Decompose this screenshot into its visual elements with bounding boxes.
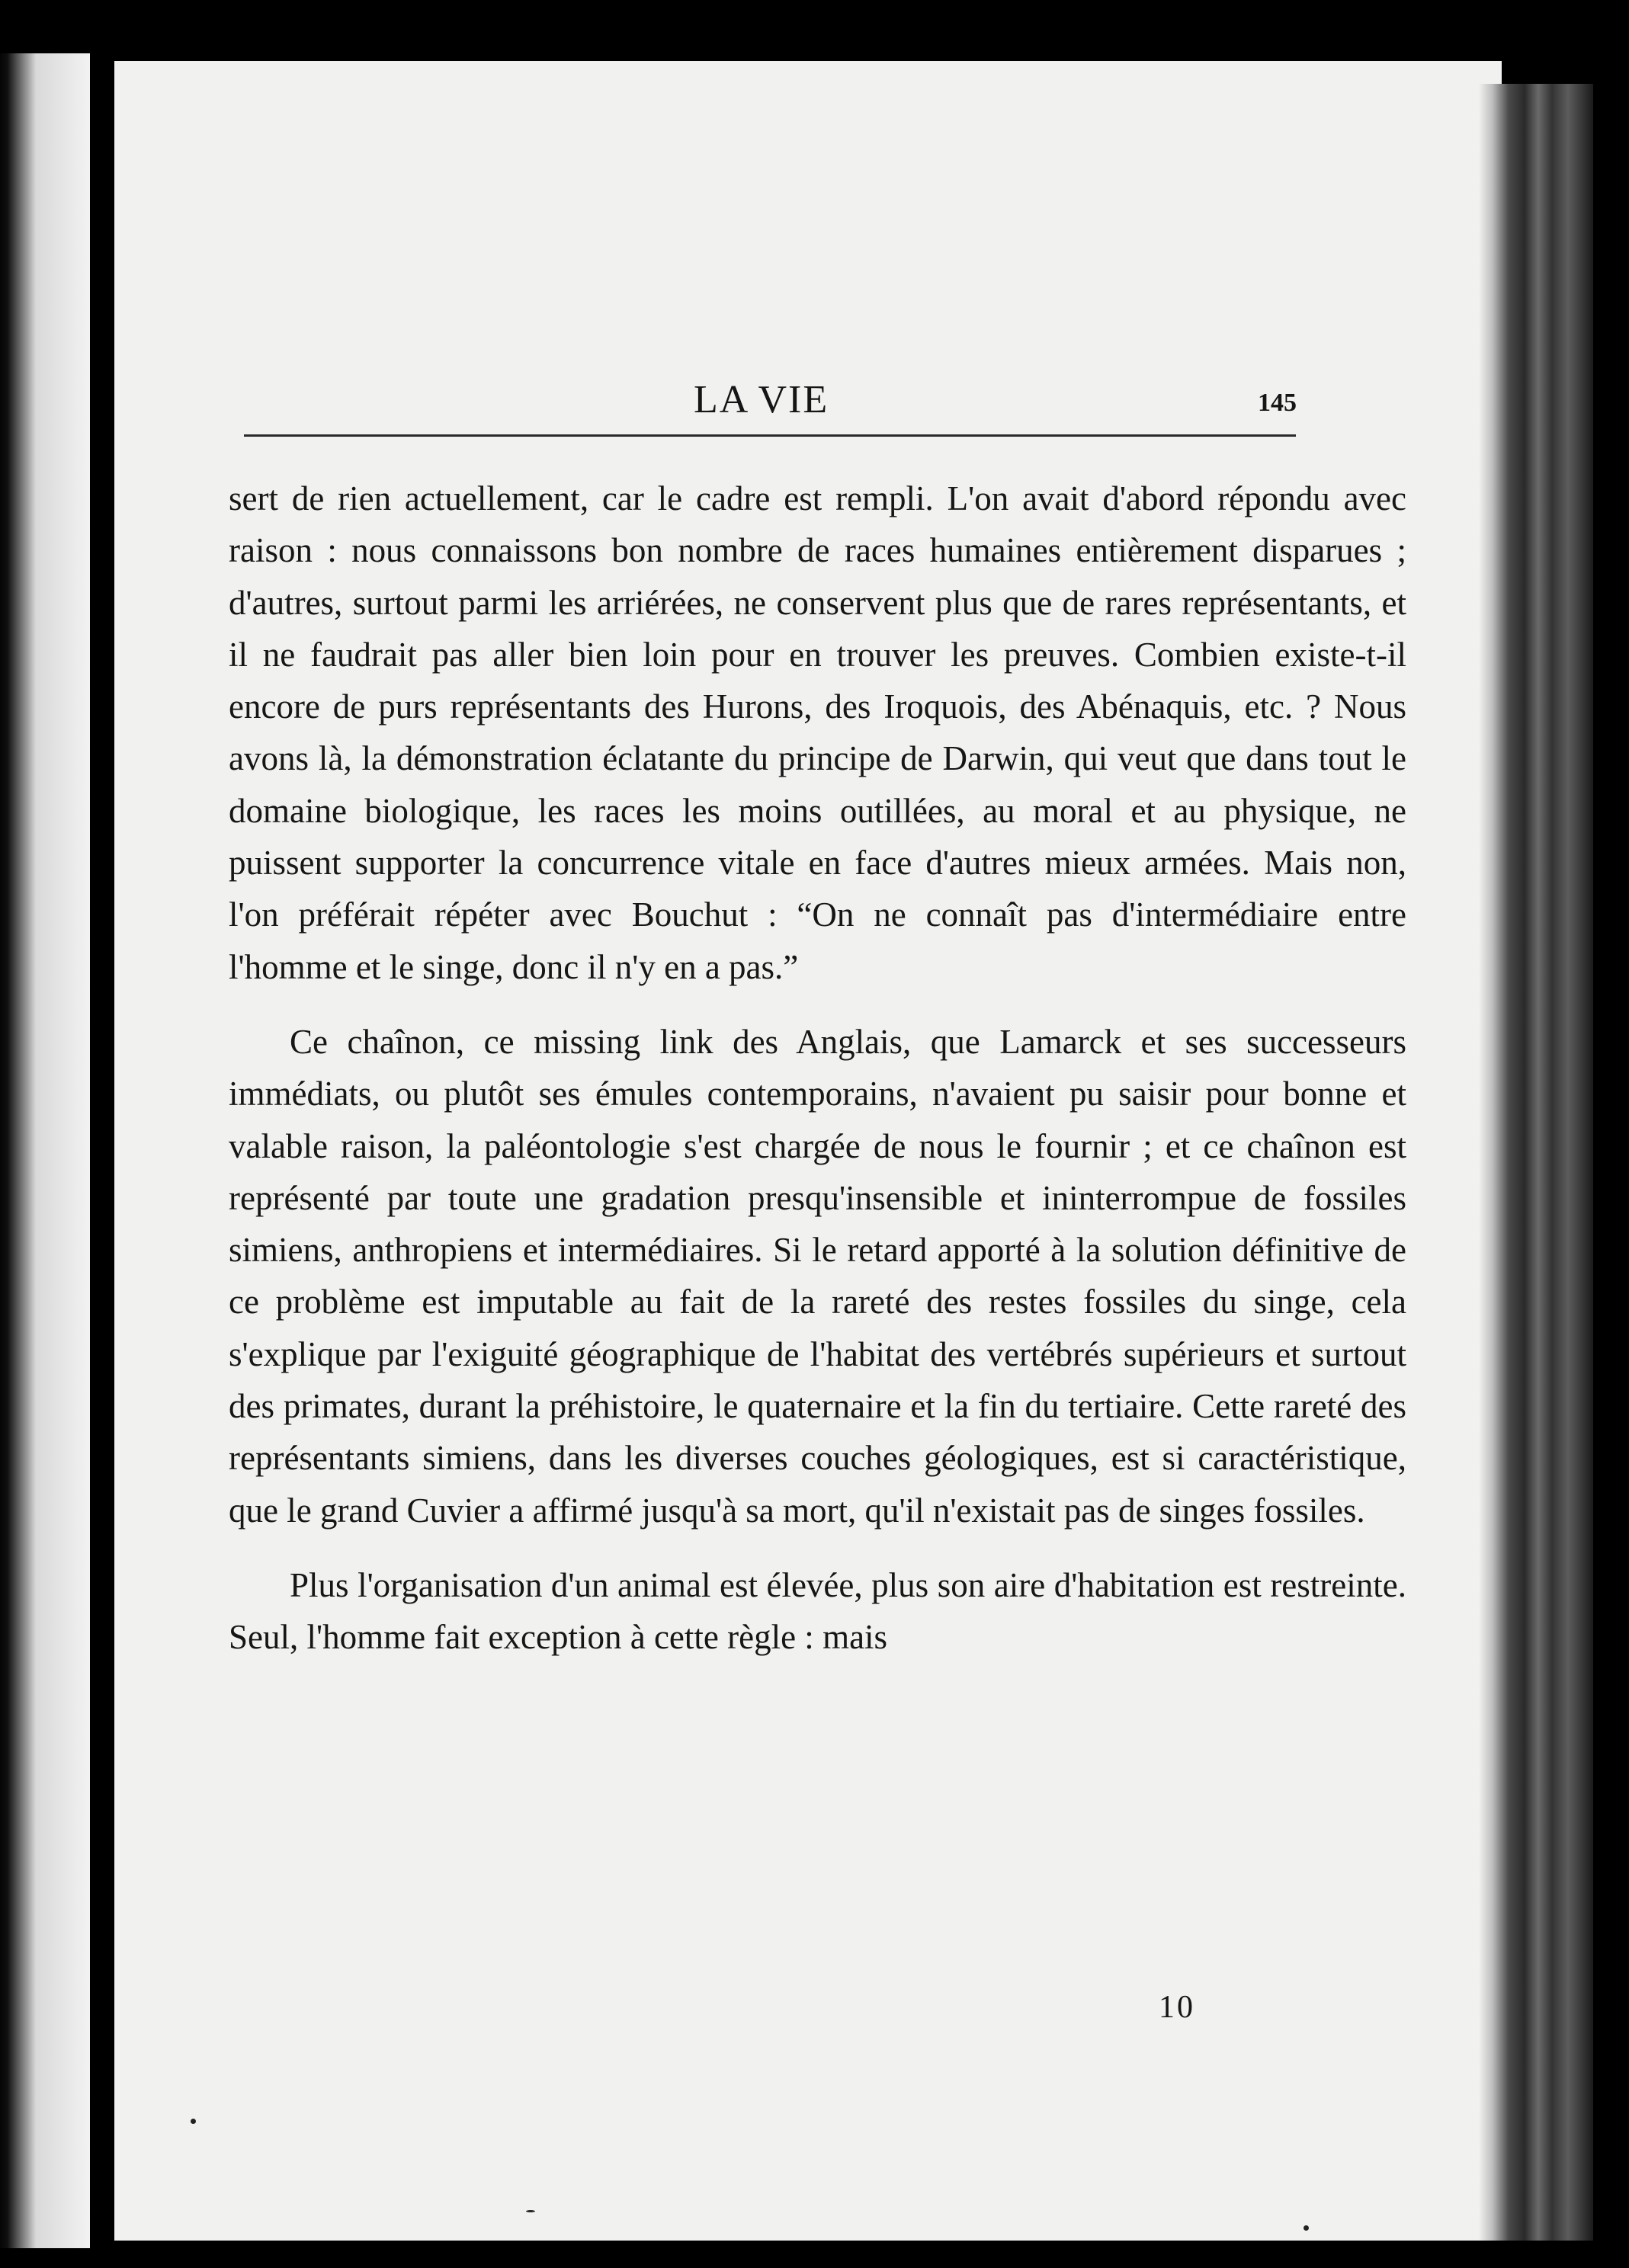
book-page bbox=[114, 61, 1502, 2241]
dust-speck bbox=[526, 2210, 535, 2212]
page-number: 145 bbox=[1258, 389, 1297, 417]
left-page-edge bbox=[0, 53, 90, 2248]
right-page-stack-edge bbox=[1479, 84, 1593, 2241]
running-head bbox=[114, 362, 1502, 421]
header-rule bbox=[244, 434, 1296, 437]
signature-mark: 10 bbox=[1159, 1990, 1195, 2025]
book-gutter bbox=[90, 46, 114, 2256]
dust-speck bbox=[1304, 2225, 1309, 2231]
running-title: LA VIE bbox=[694, 378, 829, 421]
dust-speck bbox=[191, 2119, 196, 2124]
paragraph-1: sert de rien actuellement, car le cadre est rempli. L'on avait d'abord répondu avec raison : nous connaissons bon nombre de races humaines entièrement disparues ; d'autres, surtout parmi les arriérées, ne conservent plus que de rares représentants, et il ne faudrait pas aller bien loin pour en trouver les preuves. Combien existe-t-il encore de purs représentants des Hurons, des Iroquois, des Abénaquis, etc. ? Nous avons là, la démonstration éclatante du principe de Darwin, qui veut que dans tout le domaine biologique, les races les moins outillées, au moral et au physique, ne puissent supporter la concurrence vitale en face d'autres mieux armées. Mais non, l'on préférait répéter avec Bouchut : “On ne connaît pas d'intermédiaire entre l'homme et le singe, donc il n'y en a pas.” bbox=[229, 479, 1406, 986]
paragraph-2: Ce chaînon, ce missing link des Anglais, que Lamarck et ses successeurs immédiats, ou plutôt ses émules contemporains, n'avaient pu saisir pour bonne et valable raison, la paléontologie s'est chargée de nous le fournir ; et ce chaînon est représenté par toute une gradation presqu'insensible et ininterrompue de fossiles simiens, anthropiens et intermédiaires. Si le retard apporté à la solution définitive de ce problème est imputable au fait de la rareté des restes fossiles du singe, cela s'explique par l'exiguité géographique de l'habitat des vertébrés supérieurs et surtout des primates, durant la préhistoire, le quaternaire et la fin du tertiaire. Cette rareté des représentants simiens, dans les diverses couches géologiques, est si caractéristique, que le grand Cuvier a affirmé jusqu'à sa mort, qu'il n'existait pas de singes fossiles. bbox=[229, 1022, 1406, 1530]
paragraph-3: Plus l'organisation d'un animal est élevée, plus son aire d'habitation est restreinte. Seul, l'homme fait exception à cette règle : mais bbox=[229, 1565, 1406, 1657]
body-text bbox=[229, 472, 1406, 1664]
